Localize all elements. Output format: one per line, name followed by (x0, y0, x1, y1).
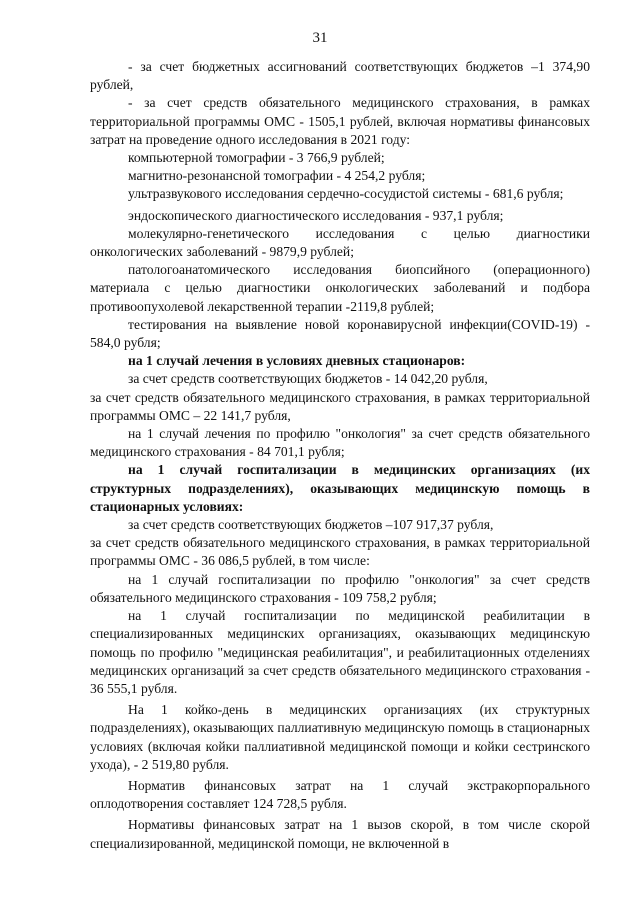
paragraph-endoscopy: эндоскопического диагностического исследования - 937,1 рубля; (128, 207, 504, 223)
paragraph-budget-assignments: - за счет бюджетных ассигнований соответствующих бюджетов –1 374,90 рублей, (90, 59, 590, 93)
document-body (90, 58, 590, 853)
paragraph-ultrasound: ультразвукового исследования сердечно-сосудистой системы - 681,6 рубля; (128, 186, 564, 202)
paragraph-rehabilitation: на 1 случай госпитализации по медицинской реабилитации в специализированных медицинских организациях, оказывающих медицинскую помощь по профилю "медицинская реабилитация", и реабилитационных отделениях медицинских организаций за счет средств обязательного медицинского страхования - 36 555,1 рубля. (90, 608, 590, 696)
paragraph-oms-research: - за счет средств обязательного медицинского страхования, в рамках территориальной программы ОМС - 1505,1 рублей, включая нормативы финансовых затрат на проведение одного исследования в 2021 году: (90, 95, 590, 147)
paragraph-ambulance: Нормативы финансовых затрат на 1 вызов скорой, в том числе скорой специализированной, медицинской помощи, не включенной в (90, 817, 590, 851)
paragraph-molecular-genetic: молекулярно-генетического исследования с целью диагностики онкологических заболеваний - 9879,9 рублей; (90, 225, 590, 260)
paragraph-day-hospital-budget: за счет средств соответствующих бюджетов - 14 042,20 рубля, (128, 371, 488, 387)
heading-day-hospital: на 1 случай лечения в условиях дневных стационаров: (128, 353, 466, 369)
paragraph-hospitalization-oms: за счет средств обязательного медицинского страхования, в рамках территориальной программы ОМС - 36 086,5 рублей, в том числе: (90, 535, 590, 569)
paragraph-day-hospital-oms: за счет средств обязательного медицинского страхования, в рамках территориальной программы ОМС – 22 141,7 рубля, (90, 389, 590, 423)
paragraph-palliative: На 1 койко-день в медицинских организациях (их структурных подразделениях), оказывающих паллиативную медицинскую помощь в стационарных условиях (включая койки паллиативной медицинской помощи и койки сестринского ухода), - 2 519,80 рубля. (90, 702, 590, 772)
paragraph-day-hospital-oncology: на 1 случай лечения по профилю "онкология" за счет средств обязательного медицинского страхования - 84 701,1 рубля; (90, 426, 590, 460)
paragraph-hospitalization-budget: за счет средств соответствующих бюджетов –107 917,37 рубля, (128, 517, 494, 533)
paragraph-ct: компьютерной томографии - 3 766,9 рублей; (128, 150, 385, 166)
paragraph-pathology: патологоанатомического исследования биопсийного (операционного) материала с целью диагностики онкологических заболеваний и подбора противоопухолевой лекарственной терапии -2119,8 рублей; (90, 262, 590, 314)
page-number: 31 (312, 30, 328, 46)
paragraph-hospitalization-oncology: на 1 случай госпитализации по профилю "онкология" за счет средств обязательного медицинского страхования - 109 758,2 рубля; (90, 571, 590, 605)
paragraph-mri: магнитно-резонансной томографии - 4 254,2 рубля; (128, 168, 426, 184)
paragraph-ivf: Норматив финансовых затрат на 1 случай экстракорпорального оплодотворения составляет 124 728,5 рубля. (90, 777, 590, 812)
heading-hospitalization: на 1 случай госпитализации в медицинских организациях (их структурных подразделениях), оказывающих медицинскую помощь в стационарных условиях: (90, 462, 590, 514)
paragraph-covid-testing: тестирования на выявление новой коронавирусной инфекции(COVID-19) - 584,0 рубля; (90, 316, 590, 351)
